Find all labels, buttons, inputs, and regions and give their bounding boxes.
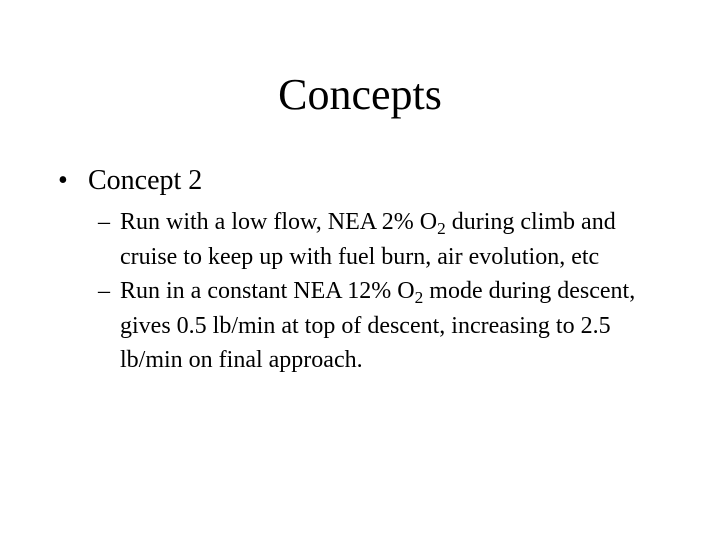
sub-bullet-text-end: during climb and cruise to keep up with fuel burn, air evolution, etc [120,209,616,270]
slide-title: Concepts [278,70,442,119]
subscript: 2 [414,287,424,307]
sub-bullet-text-start: Run with a low flow, NEA 2% O [120,209,438,235]
subscript: 2 [437,218,446,238]
dash-marker: – [98,278,110,304]
sub-bullet-text-end: mode during descent, gives 0.5 lb/min at top of descent, increasing to 2.5 lb/min on final approach. [120,278,636,373]
bullet-marker: • [58,165,68,196]
sub-bullet-climb [98,205,678,274]
bullet-text: Concept 2 [88,165,203,196]
dash-marker: – [98,209,110,235]
bullet-concept [58,162,678,200]
sub-bullet-descent [98,274,678,378]
sub-bullet-text-start: Run in a constant NEA 12% O [120,278,415,304]
sub-bullet-list [98,205,678,378]
